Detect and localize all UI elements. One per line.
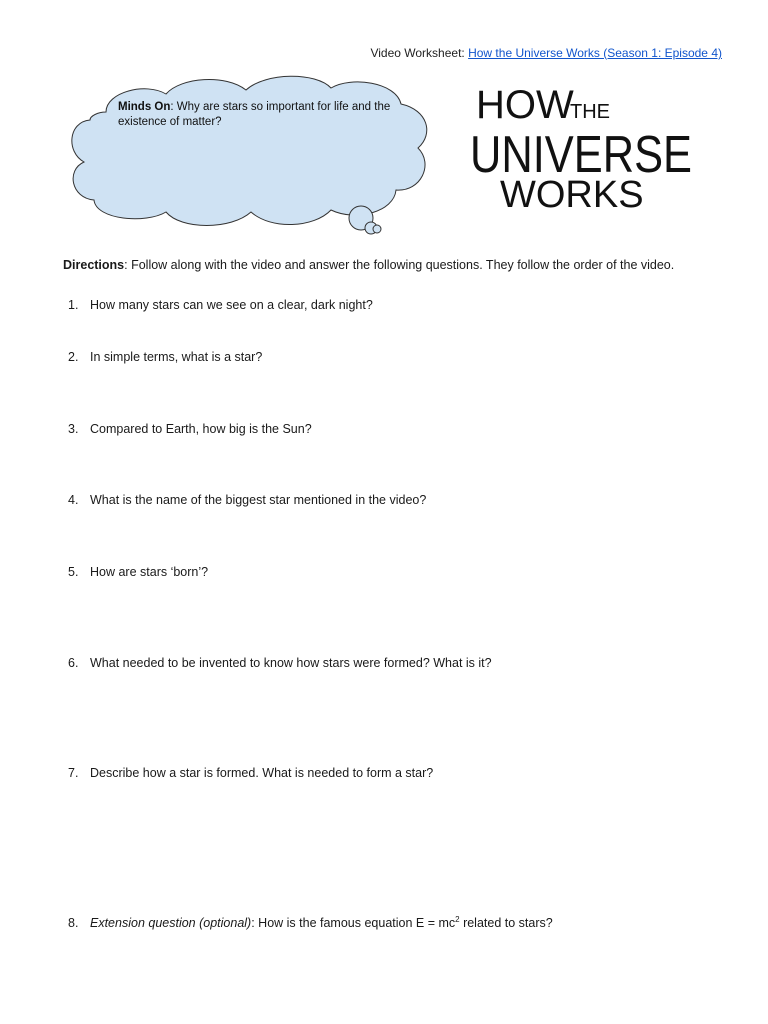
- minds-on-label: Minds On: [118, 101, 171, 113]
- question-number: 6.: [68, 656, 79, 670]
- question-4: [68, 493, 748, 507]
- question-text: How many stars can we see on a clear, dark night?: [90, 298, 373, 312]
- question-text: What is the name of the biggest star mentioned in the video?: [90, 493, 427, 507]
- directions-text: : Follow along with the video and answer the following questions. They follow the order of the video.: [124, 258, 675, 272]
- question-text: Describe how a star is formed. What is needed to form a star?: [90, 766, 434, 780]
- question-3: [68, 422, 748, 436]
- logo-word-works: WORKS: [500, 174, 644, 216]
- question-text: How are stars ‘born’?: [90, 565, 209, 579]
- question-number: 4.: [68, 493, 79, 507]
- question-6: [68, 656, 748, 670]
- question-1: [68, 298, 748, 312]
- question-number: 3.: [68, 422, 79, 436]
- question-text-after: related to stars?: [459, 916, 553, 930]
- question-number: 7.: [68, 766, 79, 780]
- logo-word-the: THE: [570, 101, 610, 123]
- logo-word-universe: UNIVERSE: [470, 126, 692, 184]
- minds-on-question: : Why are stars so important for life and the existence of matter?: [118, 101, 391, 128]
- header-prefix: Video Worksheet:: [370, 46, 465, 60]
- extension-label: Extension question (optional): [90, 916, 252, 930]
- question-number: 5.: [68, 565, 79, 579]
- logo-wordmark: [470, 80, 700, 215]
- question-number: 8.: [68, 916, 79, 930]
- directions: [63, 258, 743, 272]
- episode-link[interactable]: How the Universe Works (Season 1: Episode 4): [468, 46, 722, 60]
- thought-cloud-shape: [66, 72, 434, 240]
- question-number: 2.: [68, 350, 79, 364]
- question-text-before: : How is the famous equation E = mc: [251, 916, 456, 930]
- question-number: 1.: [68, 298, 79, 312]
- minds-on-cloud: [66, 72, 434, 240]
- question-text: In simple terms, what is a star?: [90, 350, 263, 364]
- directions-label: Directions: [63, 258, 125, 272]
- question-text: What needed to be invented to know how stars were formed? What is it?: [90, 656, 492, 670]
- question-7: [68, 766, 748, 780]
- logo-word-how: HOW: [476, 83, 574, 127]
- question-2: [68, 350, 748, 364]
- question-text: Compared to Earth, how big is the Sun?: [90, 422, 312, 436]
- how-the-universe-works-logo: [470, 80, 700, 215]
- question-5: [68, 565, 748, 579]
- worksheet-header: [0, 46, 722, 60]
- exponent: 2: [455, 914, 460, 924]
- question-8: [68, 916, 748, 930]
- minds-on-prompt: [118, 100, 408, 130]
